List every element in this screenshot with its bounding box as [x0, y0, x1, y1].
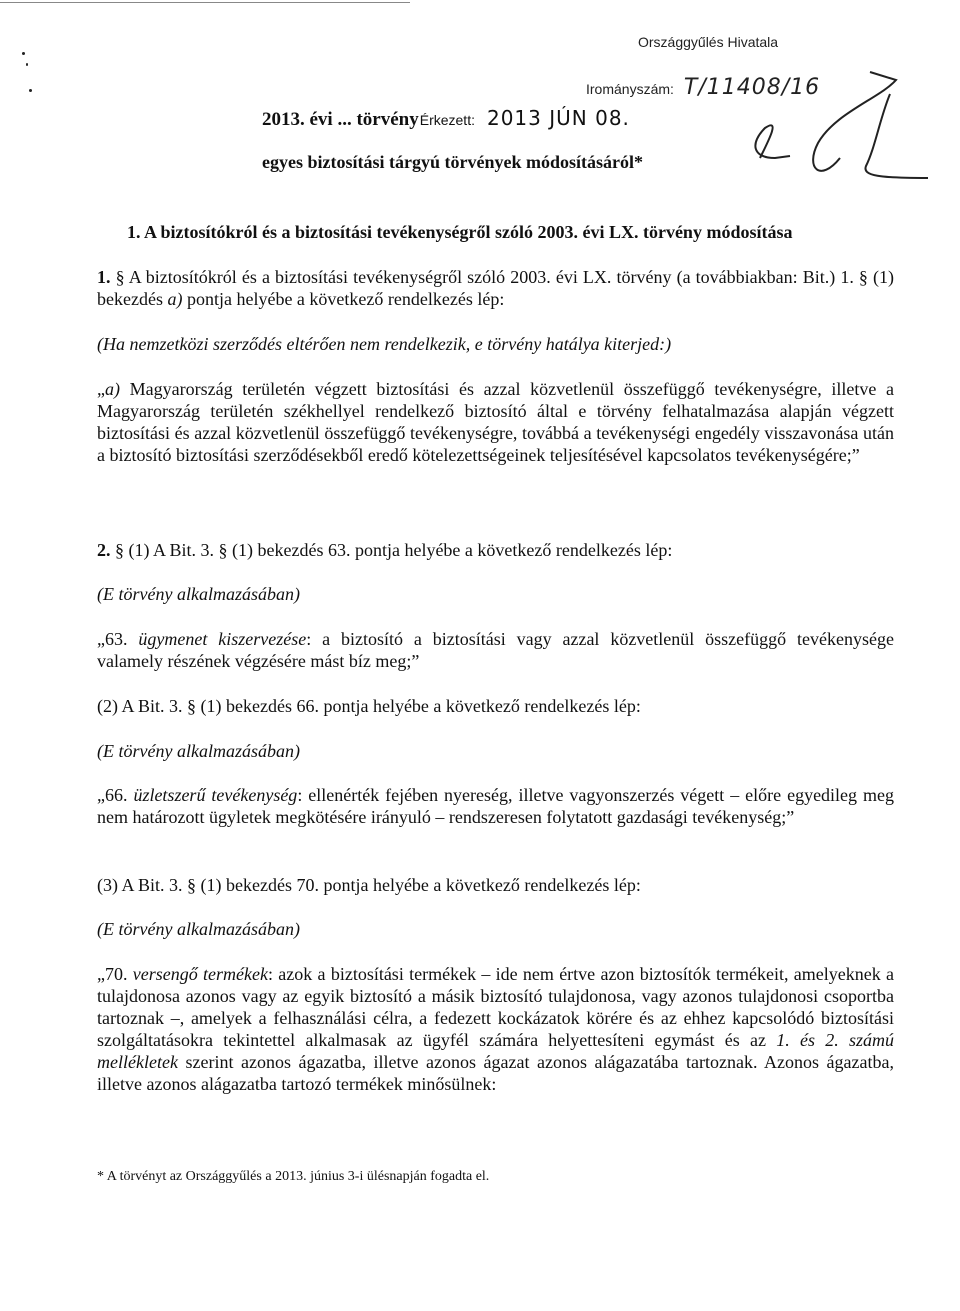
law-title: 2013. évi ... törvény	[262, 109, 419, 130]
definition-66	[97, 784, 894, 828]
section-1	[97, 266, 894, 310]
registration-number: T/11408/16	[683, 75, 821, 100]
scan-speck	[26, 63, 28, 66]
point-label: a)	[105, 379, 120, 399]
definition-63	[97, 628, 894, 672]
definition-term: ügymenet kiszervezése	[138, 629, 307, 649]
section-2	[97, 539, 894, 561]
definition-number: „70.	[97, 964, 133, 984]
subsection-2: (2) A Bit. 3. § (1) bekezdés 66. pontja helyébe a következő rendelkezés lép:	[97, 696, 641, 716]
definition-70	[97, 963, 894, 1095]
section-text: § A biztosítókról és a biztosítási tevékenységről szóló 2003. évi LX. törvény (a továbbiakban: Bit.) 1. § (1) bekezdés	[97, 267, 894, 309]
definition-number: „66.	[97, 785, 134, 805]
subsection-3: (3) A Bit. 3. § (1) bekezdés 70. pontja helyébe a következő rendelkezés lép:	[97, 875, 641, 895]
handwritten-signature	[690, 58, 930, 188]
section-number: 1.	[97, 267, 111, 287]
point-ref: a)	[167, 289, 183, 309]
definition-text: : ellenérték fejében nyereség, illetve vagyonszerzés végett – előre egyedileg meg nem határozott ügyletek megkötésére irányuló – rendszeresen folytatott gazdasági tevékenység;”	[97, 785, 894, 827]
definition-text: : a biztosító a biztosítási vagy azzal közvetlenül összefüggő tevékenysége valamely részének végzésére mást bíz meg;”	[97, 629, 894, 671]
quote-mark: „	[97, 379, 105, 399]
definition-term: üzletszerű tevékenység	[133, 785, 298, 805]
office-stamp: Országgyűlés Hivatala	[638, 34, 779, 50]
scan-speck	[22, 52, 25, 55]
definition-text: szerint azonos ágazatba, illetve azonos ágazat azonos alágazatába tartoznak. Azonos ágazatba, illetve azonos alágazatba tartozó termékek minősülnek:	[97, 1052, 894, 1094]
definition-text: : azok a biztosítási termékek – ide nem értve azon biztosítók termékeit, amelyeknek a tulajdonosa azonos vagy az egyik biztosító a másik biztosító tulajdonosa, vagy azonos tulajdonosi csoportba tartoznak –, amelyek a felhasználási célra, a fedezett kockázatok körére és az ehhez kapcsolódó biztosítási szolgáltatásokra tekintettel alkalmasak az ügyfél számára helyettesíteni egymást és az	[97, 964, 894, 1050]
definition-number: „63.	[97, 629, 139, 649]
context-line: (E törvény alkalmazásában)	[97, 919, 300, 939]
law-title-line	[262, 106, 630, 131]
chapter-heading: 1. A biztosítókról és a biztosítási tevékenységről szóló 2003. évi LX. törvény módosítása	[127, 222, 793, 242]
context-line: (E törvény alkalmazásában)	[97, 584, 300, 604]
received-date: 2013 JÚN 08.	[486, 106, 630, 130]
annex-reference: 1. és 2. számú mellékletek	[97, 1030, 894, 1072]
section-number: 2.	[97, 540, 111, 560]
scan-speck	[29, 89, 32, 92]
context-line: (Ha nemzetközi szerződés eltérően nem rendelkezik, e törvény hatálya kiterjed:)	[97, 334, 672, 354]
definition-term: versengő termékek	[132, 964, 268, 984]
footnote: * A törvényt az Országgyűlés a 2013. június 3-i ülésnapján fogadta el.	[97, 1169, 490, 1184]
context-line: (E törvény alkalmazásában)	[97, 741, 300, 761]
received-label: Érkezett:	[419, 112, 475, 128]
registration-label: Irományszám:	[586, 81, 674, 97]
scan-top-edge-line	[0, 2, 410, 3]
section-text: § (1) A Bit. 3. § (1) bekezdés 63. pontja helyébe a következő rendelkezés lép:	[110, 540, 673, 560]
quoted-provision	[97, 378, 894, 466]
provision-text: Magyarország területén végzett biztosítási és azzal közvetlenül összefüggő tevékenységre, illetve a Magyarország területén székhellyel rendelkező biztosító által e törvény felhatalmazása alapján végzett biztosítási és azzal közvetlenül összefüggő tevékenységre, továbbá a tevékenységi engedély visszavonása után a biztosító biztosítási szerződésekből eredő kötelezettségeinek teljesítésével kapcsolatos tevékenységére;”	[97, 379, 894, 465]
law-subtitle: egyes biztosítási tárgyú törvények módosításáról*	[262, 152, 643, 172]
section-text: pontja helyébe a következő rendelkezés lép:	[182, 289, 505, 309]
